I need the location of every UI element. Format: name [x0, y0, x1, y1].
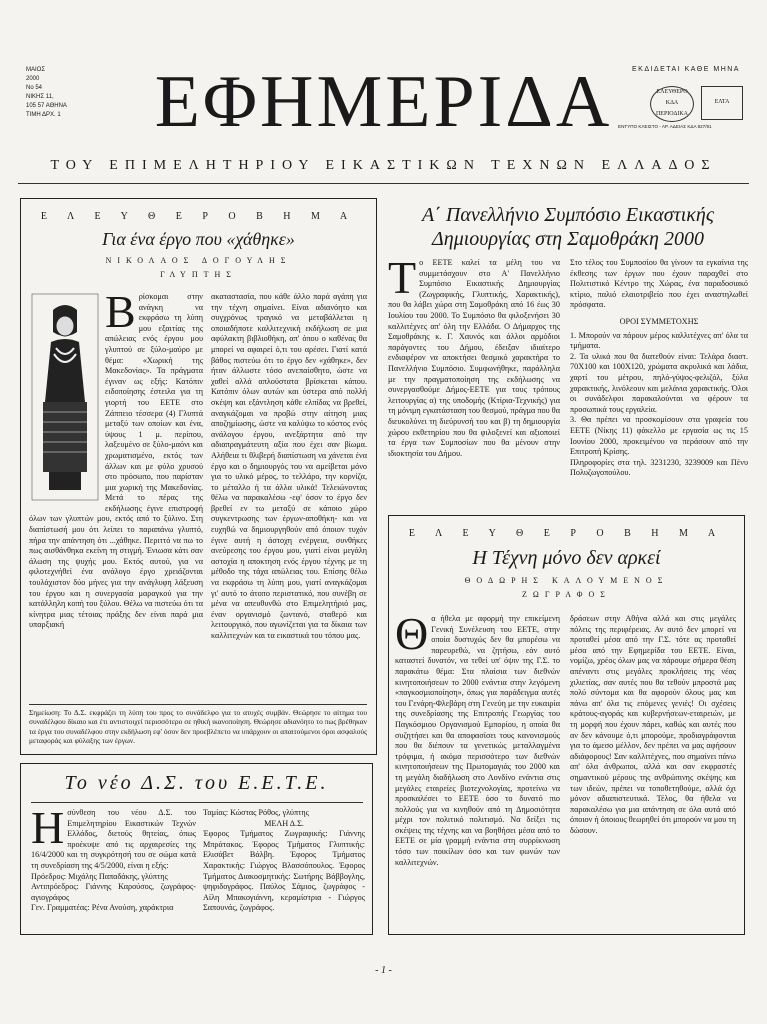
symposium-col-2: Στο τέλος του Συμποσίου θα γίνουν τα εγκαίνια της έκθεσης των έργων που έχουν παραχθεί στο Πολιτιστικό Κέντρο της Χώρας, ένα παραδοσιακό κτίριο, παλιό ελαιοτριβείο που έχει αναστηλωθεί πρόσφατα. ΟΡΟΙ ΣΥΜΜΕΤΟΧΗΣ 1. Μπορούν να πάρουν μέρος καλλιτέχνες απ' όλα τα τμήματα. 2. Τα υλικά που θα διατεθούν είναι: Τελάρα διαστ. 70Χ100 και 100Χ120, χρώματα ακρυλικά και λάδια, χαρτί του μέτρου, πηλό-γύψος-φελιζόλ, ξύλα χαρακτικής, λινόλεουν και μελάνια χαρακτικής. Όλοι οι συνάδελφοι παρακαλούνται να φέρουν τα προσωπικά τους εργαλεία. 3. Θα πρέπει να προσκομίσουν στα γραφεία του ΕΕΤΕ (Νίκης 11) φάκελλο με εργασία ως τις 15 Ιουνίου 2000, προκειμένου να περάσουν από την Επιτροπή Κρίσης. Πληροφορίες στα τηλ. 3231230, 3239009 και Πένυ Πολυζωγοπούλου.	[570, 258, 748, 478]
kicker: Ε Λ Ε Υ Θ Ε Ρ Ο Β Η Μ Α	[408, 528, 725, 539]
article-title: Η Τέχνη μόνο δεν αρκεί	[472, 547, 661, 569]
meta-street: ΝΙΚΗΣ 11,	[26, 94, 54, 100]
article-title: Το νέο Δ.Σ. του Ε.Ε.Τ.Ε.	[64, 772, 329, 794]
board-col-1: Η σύνθεση του νέου Δ.Σ. του Επιμελητηρίου Εικαστικών Τεχνών Ελλάδος, διετούς θητείας, όπως προέκυψε από τις αρχαιρεσίες της 16/4/2000 και τη συγκρότησή του σε σώμα κατά τη συνεδρίαση της 4/5/2000, είναι η εξής: Πρόεδρος: Μιχάλης Παπαδάκης, γλύπτης Αντιπρόεδρος: Γιάννης Καρούσος, ζωγράφος-αγιογράφος Γεν. Γραμματέας: Ρένα Ανούση, χαράκτρια	[31, 808, 196, 913]
author: ΝΙΚΟΛΑΟΣ ΔΟΓΟΥΛΗΣ	[105, 256, 292, 265]
meta-year: 2000	[26, 76, 40, 82]
term-3: 3. Θα πρέπει να προσκομίσουν στα γραφεία του ΕΕΤΕ (Νίκης 11) φάκελλο με εργασία ως τις 15 Ιουνίου 2000, προκειμένου να περάσουν από την Επιτροπή Κρίσης.	[570, 415, 748, 457]
term-1: 1. Μπορούν να πάρουν μέρος καλλιτέχνες απ' όλα τα τμήματα.	[570, 330, 748, 351]
dropcap: Η	[31, 808, 65, 853]
dropcap: Τ	[388, 258, 417, 303]
dropcap: Θ	[395, 614, 429, 659]
page-number: - 1 -	[375, 965, 392, 976]
board-col-2	[203, 808, 365, 930]
license-note: ΕΝΤΥΠΟ ΚΛΕΙΣΤΟ - ΑΡ. ΑΔΕΙΑΣ ΚΔΑ 827/91	[618, 124, 712, 129]
role-vice-president: Αντιπρόεδρος: Γιάννης Καρούσος, ζωγράφος-αγιογράφος	[31, 882, 196, 902]
dropcap: Β	[105, 292, 136, 337]
body-col-2: ακαταστασία, που κάθε άλλο παρά αγάπη για την τέχνη σημαίνει. Είναι αδιανόητο και συγχρόνως τραγικό να μεταβάλλεται η οποιαδήποτε καλλιτεχνική εκδήλωση σε μια αφύλακτη βιβλιοθήκη, απ' όπου ο καθένας θα μπορεί να αφαιρεί ό,τι του αρέσει. Γιατί κατά βάθος πιστεύω ότι το έργο δεν «χάθηκε», δεν ήταν άλλωστε τόσο ανεπαίσθητο, ώστε να χαθεί αλλά απλούστατα βρίσκεται κάπου. Κατόπιν όλων αυτών και ύστερα από πολλή σκέψη και εξάντληση κάθε ελπίδας να βρεθεί, αναγκάζομαι να προβώ στην αίτηση μιας αποζημίωσης, ώστε να καλύψω το κόστος ενός ανάλογου έργου, ανεξάρτητα από την αδιαπραγμάτευτη αξία που έχει σαν βίωμα. Αλήθεια τι θλιβερή διαπίστωση να χάνεται ένα έργο και ο δημιουργός του να αμείβεται μόνο για το υλικό μέρος, το τελλάρο, την κορνίζα, το μέταλλο ή τα άλλα υλικά! Τελειώνοντας θέλω να παρακαλέσω -εφ' όσον το έργο δεν βρεθεί εν τω μεταξύ σε κάποιο χώρο συγκεντρωσης των έργων-αποθήκη- και να ευχηθώ να δημιουργηθούν από όποιον τυχόν έγινε αυτή η άστοχη ενέργεια, συνθήκες ανεύρεσης του έργου μου, γιατί είναι μεγάλη αστοχία η αποκτηση ενός έργου τέχνης με τη μέθοδο της τάχα απώλειας του. Επίσης θέλω να εκφράσω τη λύπη μου, γιατί αναγκάζομαι γι' αυτό το άτοπο περιστατικό, που συνέβη σε μένα να απευθυνθώ στο Επιμελητήριό μας, έναν οργανισμό ζωντανό, σταθερό και λειτουργικό, που αγωνίζεται για τα δίκαια των καλλιτεχνών και τα εικαστικά του τόπου μας.	[211, 292, 367, 640]
symposium-title: Α΄ Πανελλήνιο Συμπόσιο Εικαστικής Δημιουργίας στη Σαμοθράκη 2000	[422, 204, 714, 250]
header-rule	[18, 183, 749, 184]
meta-price: ΤΙΜΗ ΔΡΧ. 1	[26, 112, 61, 118]
stamp-periodical: ΕΛΕΥΘΕΡΟ ΚΔΑ ΠΕΡΙΟΔΙΚΑ	[650, 86, 694, 122]
meta-month: ΜΑΙΟΣ	[26, 67, 46, 73]
tagline: ΕΚΔΙΔΕΤΑΙ ΚΑΘΕ ΜΗΝΑ	[632, 66, 740, 73]
publisher-line: ΤΟΥ ΕΠΙΜΕΛΗΤΗΡΙΟΥ ΕΙΚΑΣΤΙΚΩΝ ΤΕΧΝΩΝ ΕΛΛΑΔΟΣ	[50, 158, 717, 173]
editor-note: Σημείωση: Το Δ.Σ. εκφράζει τη λύπη του προς το συνάδελφο για το ατυχές συμβάν. Θεώρησε το αίτημα του συναδέλφου δίκαιο και έτι αντιστοιχεί περισσότερο σε ηθική ικανοποίηση. Θεώρησε αδιανόητο το πως βρέθηκαν τα έργα του συναδέλφου στην εκδήλωση εφ' όσον δεν προεβλέπετο να υπάρχουν οι απαιτούμενοι όροι ασφαλούς μεταφοράς και φύλαξης των έργων.	[29, 708, 367, 746]
author: ΘΟΔΩΡΗΣ ΚΑΛΟΥΜΕΝΟΣ	[464, 576, 669, 585]
meta-city: 105 57 ΑΘΗΝΑ	[26, 103, 67, 109]
stamp-elta: ΕΛΤΑ	[701, 86, 743, 120]
term-2: 2. Τα υλικά που θα διατεθούν είναι: Τελάρα διαστ. 70Χ100 και 100Χ120, χρώματα ακρυλικά και λάδια, χαρτί του μέτρου, πηλό-γύψος-φελιζόλ, ξύλα χαρακτικής, λινόλεουν και μελάνια χαρακτικής. Όλοι οι συνάδελφοι παρακαλούνται να φέρουν τα προσωπικά τους εργαλεία.	[570, 351, 748, 414]
meta-issue: No 54	[26, 85, 43, 91]
role-president: Πρόεδρος: Μιχάλης Παπαδάκης, γλύπτης	[31, 871, 168, 881]
masthead-title: ΕΦΗΜΕΡΙΔΑ	[154, 61, 613, 143]
sculpture-illustration	[29, 292, 101, 504]
author-role: ΓΛΥΠΤΗΣ	[160, 270, 237, 279]
body-col-1: Θ α ήθελα με αφορμή την επικείμενη Γενική Συνέλευση του ΕΕΤΕ, στην οποία δυστυχώς δεν θα μπορέσω να παρευρεθώ, να ζητήσω, εάν αυτό καταστεί δυνατόν, να τεθεί υπ' όψιν της Γ.Σ. το παρακάτω θέμα: Στα πλαίσια των διεθνών κινητοποιήσεων το 2000 ενάντια στην λεγόμενη «παγκοσμιοποίηση», όπως για παράδειγμα αυτές του Γενάρη-Φλεβάρη στη Γενεύη με την ευκαιρία της συνεδρίασης της Επιτροπής Γεωργίας του Παγκόσμιου Οργανισμού Εμπορίου, η οποία θα συζητήσει και θα αποφασίσει τους κανονισμούς που θα διέπουν τα γενετικώς μεταλλαγμένα τρόφιμα, ή ακόμα περισσότερο των διεθνών κινητοποιήσεων της Πρωτομαγιάς του 2000 και τη μεγάλη διαδήλωση στο Λονδίνο ενάντια στις μεγάλες εταιρείες βιοτεχνολογίας, προτείνω να προσκαλέσει το ΕΕΤΕ όσο το δυνατό πιο πολλούς για να κινηθούν από τη Δημοσιότητα μέχρι τον πολιτικό πολιτισμό. Να δείξει τις σκέψεις της τέχνης και να βοηθήσει μέσα από το ΕΕΤΕ σε μία γραμμή ενάντια στη συρρίκνωση τόσο των ποικίλων όσο και των φωνών των καλλιτεχνών.	[395, 614, 560, 867]
contact-info: Πληροφορίες στα τηλ. 3231230, 3239009 και Πένυ Πολυζωγοπούλου.	[570, 457, 748, 478]
article-new-board	[20, 763, 373, 935]
terms-heading: ΟΡΟΙ ΣΥΜΜΕΤΟΧΗΣ	[619, 316, 699, 326]
body-col-1: ρίσκομαι στην ανάγκη να εκφράσω τη λύπη μου εξαιτίας της απώλειας ενός έργου μου γλυπτού σε ξύλο-μαύρο με θέμα: «Χωρική της Μακεδονίας». Τα πράγματα έγιναν ως εξής: Κατόπιν ειδοποίησης έστειλα για τη γιορτή του ΕΕΤΕ στο Ζάππειο τέσσερα (4) Γλυπτά μεταξύ των οποίων και ένα, ύψους 1 μ. περίπου, λαξευμένο σε ξύλο-μαόνι και χρωματισμένο, εκτός των άλλων και με φύλο χρυσού στο πρόσωπο, που παρίσταν μια χωρική της Μακεδονίας. Μετά το πέρας της εκδήλωσης έγινε επιστροφή όλων των γλυπτών μου, εκτός από το ξύλινο. Στη διαπίστωσή μου ότι λείπει το παραπάνω γλυπτό, πήρα την απάντηση ότι ...χάθηκε. Περιττό να πω το πως αισθάνθηκα εκείνη τη στιγμή. Ένιωσα κάτι σαν άλωση της ψυχής μου. Εκτός αυτού, για να φιλοτεχνήθεί ένα ανάλογο έργο χρειάζονται τουλάχιστον δύο μήνες για την ανάγλυφη λάξευση του έργου και η συνεργασία μαραγκού για την κατάλληλη κοπή του ξύλου. Θέλω να πιστεύω ότι τα κίνητρα μιας τέτοιας πράξης δεν είναι παρά μια υπαρξιακή	[29, 292, 203, 630]
kicker: Ε Λ Ε Υ Θ Ε Ρ Ο Β Η Μ Α	[40, 211, 357, 222]
article-art-not-enough	[388, 515, 745, 935]
role-secretary: Γεν. Γραμματέας: Ρένα Ανούση, χαράκτρια	[31, 903, 174, 913]
members-heading: ΜΕΛΗ Δ.Σ.	[264, 818, 304, 828]
members-list: Έφορος Τμήματος Ζωγραφικής: Γιάννης Μπράτακος. Έφορος Τμήματος Γλυπτικής: Ελισάβετ Βάλβη. Έφορος Τμήματος Χαρακτικής: Γιώργος Βλασσόπουλος. Έφορος Τμήματος Διακοσμητικής: Σωτήρης Βάββογλης, ψηφιδογράφος. Παύλος Σάμιος, ζωγράφος - Αίλη Μπακογιάννη, κεραμίστρια - Γιώργος Σαπουνάς, ζωγράφος.	[203, 829, 365, 913]
role-treasurer: Ταμίας: Κώστας Ρόθος, γλύπτης	[203, 808, 309, 817]
article-title: Για ένα έργο που «χάθηκε»	[102, 229, 295, 249]
sculpture-figure	[29, 292, 101, 504]
body-col-2: δράσεων στην Αθήνα αλλά και στις μεγάλες πόλεις της περιφέρειας. Αν αυτό δεν μπορεί να προταθεί μέσα από την Γ.Σ. τότε ας προταθεί μέσα από την Εφημερίδα του ΕΕΤΕ. Είναι, νομίζω, χρέος όλων μας να πάρουμε σήμερα θέση απέναντι στις μεγάλες προκλήσεις της νέας χιλιετίας, σαν αυτές που θα τεθούν μπροστά μας πολύ σύντομα και θα αφορούν όλους μας και πάνω απ' όλα τις επόμενες γενιές! Οι σχέσεις κράτους-αγοράς και κυβερνήσεων-εταιρειών, με τη μορφή που έχουν πάρει, καθώς και αυτές που αν δεν κάνουμε ό,τι μπορούμε, προδιαγράφονται για το άμεσο μέλλον, δεν πρέπει να μας αφήσουν αδιάφορους! Σαν καλλιτέχνες, που σημαίνει πάνω απ' όλα άνθρωποι, αλλά και σαν εκφραστές σημαντικού μέρους της ανθρώπινης σκέψης και των ιδεών, πρέπει να τοποθετηθούμε, αλλά όχι μόνον αδιαπιστευτικά. Τέλος, θα ήθελα να παρακαλέσω για μια απάντηση σε όλα αυτά από όποιον ή όποιους θεωρηθεί ότι μπορούν να μου τη δώσουν.	[570, 614, 736, 835]
author-role: ΖΩΓΡΑΦΟΣ	[522, 590, 611, 599]
symposium-col-1: Τ ο ΕΕΤΕ καλεί τα μέλη του να συμμετάσχουν στο Α' Πανελλήνιο Συμπόσιο Εικαστικής Δημιουργίας (Ζωγραφικής, Γλυπτικής, Χαρακτικής), που θα λάβει χώρα στη Σαμοθράκη από 16 έως 30 Ιουλίου του 2000. Το Συμπόσιο θα φιλοξενήσει 30 καλλιτέχνες απ' όλη την Ελλάδα. Ο Δήμαρχος της Σαμοθράκης κ. Γ. Χαυνός και άλλοι αρμόδιοι παράγοντες του Δήμου, έδειξαν ιδιαίτερο ενδιαφέρον να αποκτήσει θεσμικό χαρακτήρα το Πανελλήνιο Συμπόσιο. Συμφωνήθηκε, παράλληλα με την πραγματοποίηση της εκδήλωσης να συνεργασθούμε Δήμος-ΕΕΤΕ για τους τρόπους λειτουργίας α) της υποδομής (Κτίρια-Τεχνικής) για τη μόνιμη εγκατάσταση του θεσμού, πράγμα που θα διευκολύνει τη διεύρυνσή του και β) τη δημιουργία χώρου εκθετηρίου που θα φιλοξενεί και αξιοποιεί τα έργα των Συμποσίων που θα μένουν στην ιδιοκτησία του Δήμου.	[388, 258, 560, 458]
article-lost-work	[20, 198, 377, 755]
